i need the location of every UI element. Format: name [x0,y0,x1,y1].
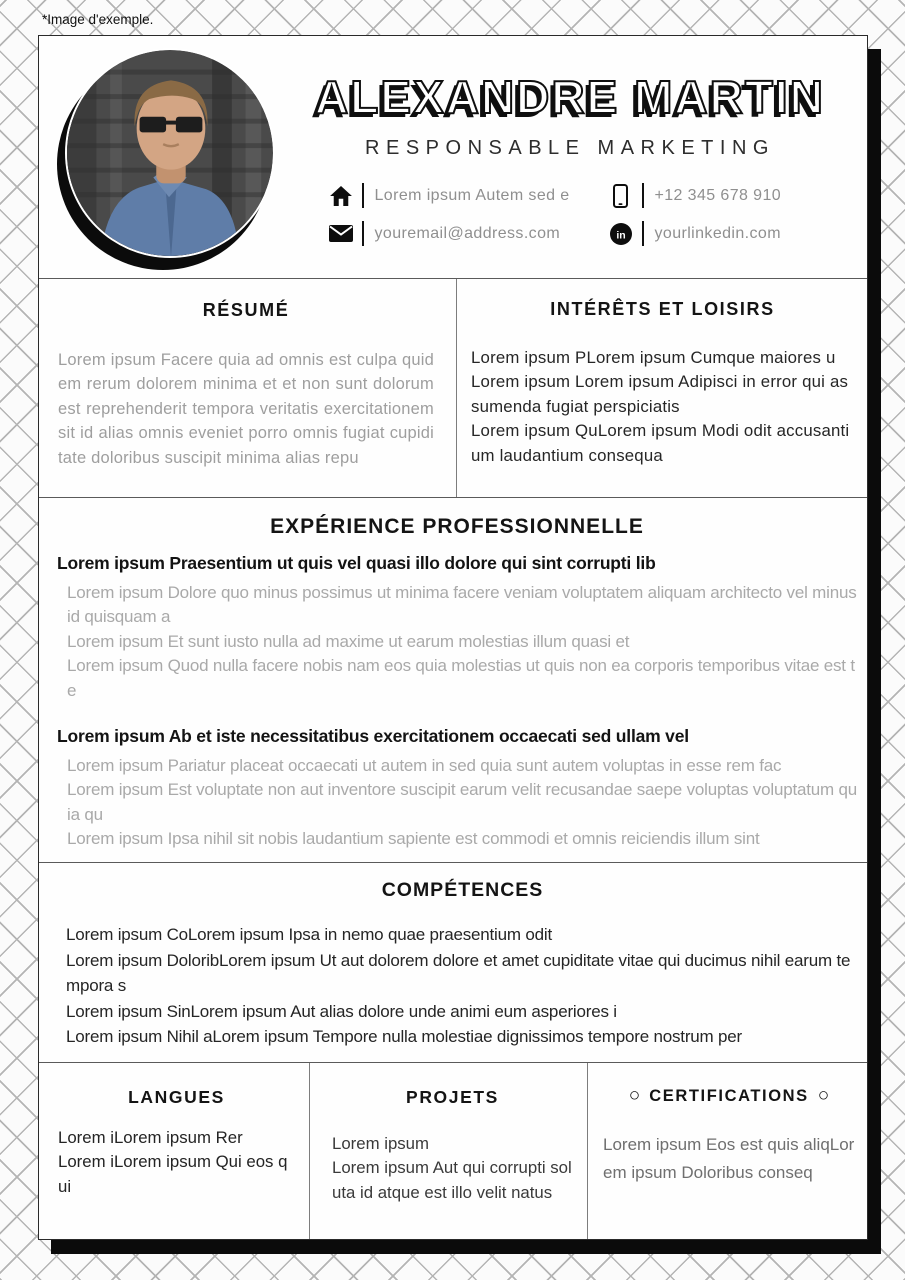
projects-heading: PROJETS [406,1087,499,1107]
list-item: Lorem ipsum Et sunt iusto nulla ad maxime ut earum molestias illum quasi et [67,631,630,651]
list-item: Lorem ipsum Aut qui corrupti soluta id atque est illo velit natus [332,1158,572,1202]
projects-list [332,1132,573,1205]
resume-heading: RÉSUMÉ [202,300,290,320]
contact-phone [609,183,824,208]
contact-linkedin [609,221,824,246]
experience-job [57,726,857,852]
header-identity [279,71,861,246]
list-item: Lorem ipsum Est voluptate non aut inventore suscipit earum velit recusandae saepe voluptas voluptatum quia qu [67,780,857,824]
avatar-illustration [67,50,273,256]
list-item: Lorem ipsum Dolore quo minus possimus ut minima facere veniam voluptatem aliquam architecto vel minus id quisquam a [67,583,857,627]
list-item: Lorem ipsum PLorem ipsum Cumque maiores u [471,348,836,367]
job-title: Lorem ipsum Ab et iste necessitatibus exercitationem occaecati sed ullam vel [57,726,689,747]
list-item: Lorem ipsum Ipsa nihil sit nobis laudantium sapiente est commodi et omnis reiciendis illum sint [67,829,760,849]
list-item: Lorem iLorem ipsum Qui eos qui [58,1152,288,1196]
languages-section [39,1063,309,1239]
list-item: Lorem ipsum Nihil aLorem ipsum Tempore nulla molestiae dignissimos tempore nostrum per [66,1027,742,1047]
list-item: Lorem ipsum Lorem ipsum Adipisci in error qui assumenda fugiat perspiciatis [471,372,849,416]
contact-linkedin-text: yourlinkedin.com [654,224,781,242]
contact-separator [642,221,644,246]
list-item: Lorem ipsum QuLorem ipsum Modi odit accusantium laudantium consequa [471,421,850,465]
example-image-note: *Image d'exemple. [42,12,154,27]
circle-decoration-icon: ○ [628,1085,641,1106]
profile-photo [61,48,275,270]
list-item: Lorem ipsum Pariatur placeat occaecati ut autem in sed quia sunt autem voluptas in esse rem fac [67,756,782,776]
skills-section [39,862,867,1062]
contact-separator [362,221,364,246]
circle-decoration-icon: ○ [817,1085,830,1106]
certifications-section [587,1063,867,1239]
interests-heading: INTÉRÊTS ET LOISIRS [550,299,775,319]
list-item: Lorem ipsum CoLorem ipsum Ipsa in nemo quae praesentium odit [66,925,552,944]
resume-body: Lorem ipsum Facere quia ad omnis est culpa quidem rerum dolorem minima et et non sunt dolorum est reprehenderit tempora veritatis exercitationem sit id alias omnis eveniet porro omnis fugiat cupiditate doloribus suscipit minima alias repu [58,351,434,467]
contact-address [329,183,609,208]
contact-separator [642,183,644,208]
job-title: Lorem ipsum Praesentium ut quis vel quasi illo dolore qui sint corrupti lib [57,553,656,573]
list-item: Lorem ipsum Quod nulla facere nobis nam eos quia molestias ut quis non ea corporis temporibus vitae est te [67,656,855,700]
profile-photo-image [67,50,273,256]
list-item: Lorem ipsum SinLorem ipsum Aut alias dolore unde animi eum asperiores i [66,1001,617,1021]
cv-card [38,35,868,1240]
projects-section [309,1063,587,1239]
person-job-title: RESPONSABLE MARKETING [365,137,775,159]
contact-grid [279,183,861,246]
experience-job [57,553,857,703]
skills-list [66,922,859,1050]
summary-row [39,278,867,497]
home-icon [329,184,353,208]
contact-address-text: Lorem ipsum Autem sed e [374,186,570,204]
job-details-list [57,581,857,703]
contact-phone-text: +12 345 678 910 [654,186,782,204]
skills-heading: COMPÉTENCES [381,879,544,901]
linkedin-icon [609,222,633,246]
list-item: Lorem ipsum [332,1134,429,1153]
certifications-heading [603,1085,855,1107]
email-icon [329,222,353,246]
bottom-row [39,1062,867,1239]
languages-heading: LANGUES [128,1087,225,1107]
list-item: Lorem iLorem ipsum Rer [58,1128,243,1147]
certifications-heading-text: CERTIFICATIONS [649,1086,809,1105]
job-details-list [57,754,857,852]
list-item: Lorem ipsum DoloribLorem ipsum Ut aut dolorem dolore et amet cupiditate vitae qui ducimus nihil earum tempora s [66,950,851,996]
person-name: ALEXANDRE MARTIN [315,71,825,123]
contact-email [329,221,609,246]
experience-heading: EXPÉRIENCE PROFESSIONNELLE [270,515,644,538]
contact-email-text: youremail@address.com [374,224,561,242]
interests-list [471,346,854,468]
header-section [39,36,867,278]
experience-section [39,497,867,862]
interests-section [456,279,867,497]
languages-list [58,1126,295,1199]
certifications-body: Lorem ipsum Eos est quis aliqLorem ipsum Doloribus conseq [603,1135,855,1182]
resume-section [39,279,456,497]
contact-separator [362,183,364,208]
svg-text:in: in [615,229,626,241]
phone-icon [609,184,633,208]
